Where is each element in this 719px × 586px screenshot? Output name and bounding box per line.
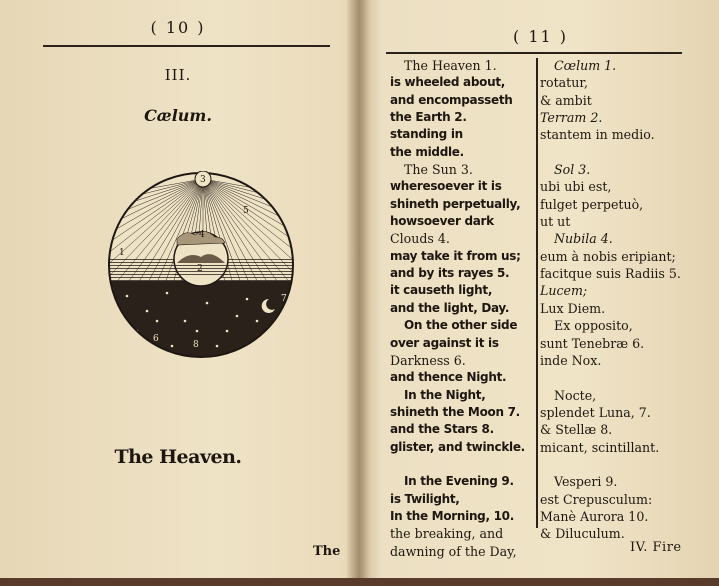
column-divider	[536, 58, 538, 528]
latin-text-line: Lucem;	[540, 283, 588, 299]
latin-column	[540, 57, 708, 543]
label-5: 5	[243, 206, 249, 216]
latin-text-line	[540, 369, 708, 386]
english-text-line: In the Morning, 10.	[390, 508, 514, 523]
label-1: 1	[119, 248, 125, 258]
latin-text-line: sunt Tenebræ 6.	[540, 335, 645, 351]
star-icon	[216, 345, 219, 348]
star-icon	[184, 320, 187, 323]
latin-text-line: rotatur,	[540, 75, 588, 91]
latin-text-line	[540, 456, 708, 473]
latin-text-line: eum à nobis eripiant;	[540, 248, 676, 264]
book-bottom-edge	[0, 578, 719, 586]
star-icon	[246, 298, 249, 301]
star-icon	[166, 292, 169, 295]
left-page-number: ( 10 )	[150, 18, 206, 37]
right-page-number: ( 11 )	[513, 27, 569, 46]
left-catchword: The	[313, 544, 341, 559]
latin-text-line	[540, 144, 708, 161]
latin-text-line: fulget perpetuò,	[540, 196, 644, 212]
star-icon	[156, 320, 159, 323]
english-text-line: is Twilight,	[390, 491, 460, 506]
english-text-line: Darkness 6.	[390, 352, 466, 368]
english-text-line: and encompasseth	[390, 92, 513, 107]
latin-text-line: Ex opposito,	[554, 318, 633, 334]
english-text-line: standing in	[390, 127, 463, 142]
latin-text-line: Manè Aurora 10.	[540, 508, 649, 524]
english-text-line: The Sun 3.	[404, 162, 473, 178]
english-text-line: the middle.	[390, 144, 464, 159]
latin-text-line: & Diluculum.	[540, 526, 625, 542]
star-icon	[256, 320, 259, 323]
english-text-line: In the Night,	[404, 387, 486, 402]
left-header-rule	[43, 45, 330, 47]
latin-title: Cælum.	[144, 106, 212, 125]
label-7: 7	[281, 294, 287, 304]
english-text-line: wheresoever it is	[390, 179, 502, 194]
latin-text-line: Nubila 4.	[554, 231, 613, 247]
english-text-line: the breaking, and	[390, 526, 504, 542]
english-text-line	[390, 456, 532, 473]
left-page	[0, 0, 356, 586]
english-text-line: and by its rayes 5.	[390, 266, 510, 281]
latin-text-line: ut ut	[540, 214, 571, 230]
english-text-line: and the Stars 8.	[390, 422, 494, 437]
latin-text-line: Nocte,	[554, 387, 597, 403]
label-6: 6	[153, 334, 159, 344]
label-2: 2	[197, 264, 203, 274]
english-text-line: and the light, Day.	[390, 300, 510, 315]
star-icon	[236, 315, 239, 318]
star-icon	[206, 302, 209, 305]
latin-text-line: splendet Luna, 7.	[540, 404, 651, 420]
night-sky	[107, 281, 295, 359]
latin-text-line: & Stellæ 8.	[540, 422, 613, 438]
chapter-number: III.	[164, 66, 192, 84]
latin-text-line: Cœlum 1.	[554, 58, 617, 73]
english-text-line: it causeth light,	[390, 283, 493, 298]
latin-text-line: ubi ubi est,	[540, 179, 612, 195]
label-4: 4	[199, 230, 205, 240]
latin-text-line: micant, scintillant.	[540, 439, 660, 455]
english-text-line: Clouds 4.	[390, 231, 450, 247]
english-text-line: is wheeled about,	[390, 75, 506, 90]
star-icon	[226, 330, 229, 333]
star-icon	[196, 330, 199, 333]
star-icon	[146, 310, 149, 313]
english-text-line: howsoever dark	[390, 214, 494, 229]
latin-text-line: est Crepusculum:	[540, 491, 653, 507]
english-text-line: dawning of the Day,	[390, 543, 517, 559]
right-header-rule	[386, 52, 682, 54]
english-text-line: over against it is	[390, 335, 499, 350]
label-3: 3	[200, 175, 206, 185]
star-icon	[171, 345, 174, 348]
english-title: The Heaven.	[114, 446, 242, 468]
star-icon	[126, 295, 129, 298]
english-text-line: In the Evening 9.	[404, 474, 514, 489]
english-column	[390, 57, 532, 560]
right-catchword: IV. Fire	[630, 540, 682, 555]
english-text-line: The Heaven 1.	[404, 58, 497, 73]
english-text-line: glister, and twinckle.	[390, 439, 525, 454]
latin-text-line: Vesperi 9.	[554, 474, 618, 490]
english-text-line: and thence Night.	[390, 370, 507, 385]
latin-text-line: Sol 3.	[554, 162, 591, 178]
english-text-line: shineth perpetually,	[390, 196, 521, 211]
latin-text-line: & ambit	[540, 92, 592, 108]
english-text-line: the Earth 2.	[390, 110, 467, 125]
latin-text-line: Lux Diem.	[540, 300, 606, 316]
heaven-illustration	[107, 171, 295, 359]
latin-text-line: inde Nox.	[540, 352, 602, 368]
english-text-line: On the other side	[404, 318, 518, 333]
latin-text-line: facitque suis Radiis 5.	[540, 266, 681, 282]
latin-text-line: stantem in medio.	[540, 127, 655, 143]
latin-text-line: Terram 2.	[540, 110, 603, 126]
label-8: 8	[193, 340, 199, 350]
star-icon	[266, 340, 269, 343]
english-text-line: shineth the Moon 7.	[390, 404, 520, 419]
english-text-line: may take it from us;	[390, 248, 521, 263]
